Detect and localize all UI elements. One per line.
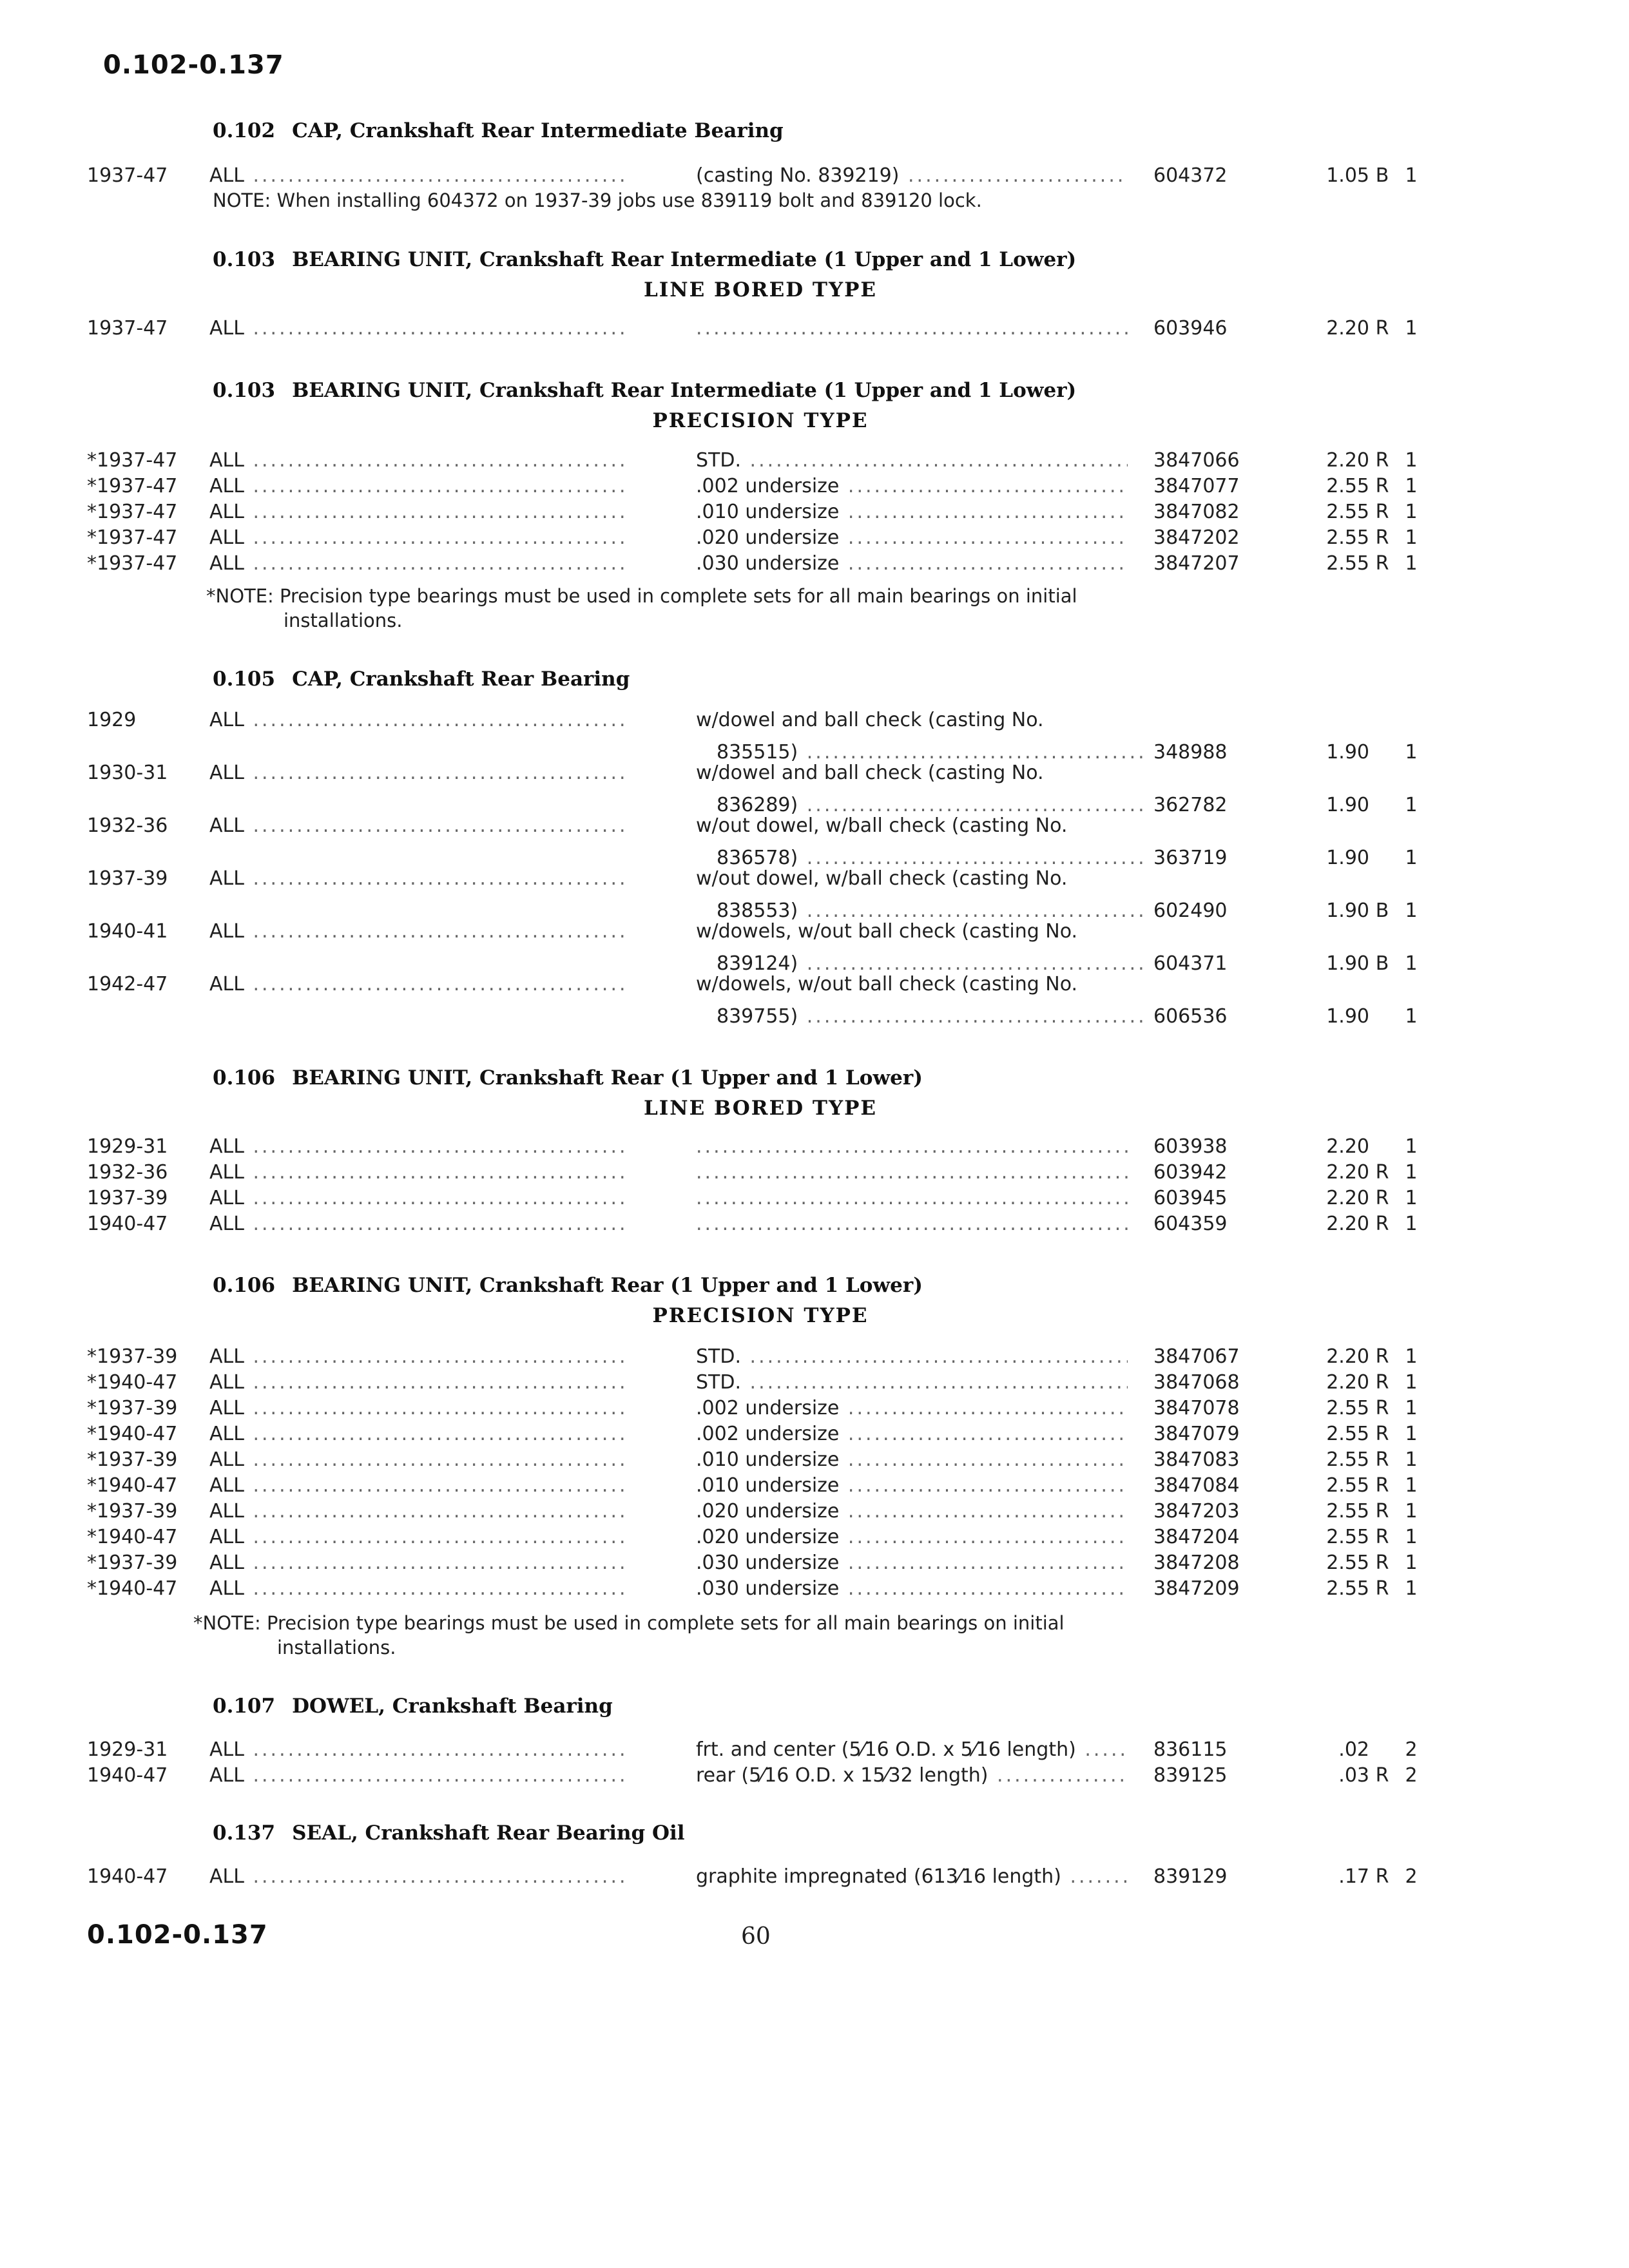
price: 2.55 — [1326, 1397, 1369, 1419]
price: 2.55 — [1326, 1474, 1369, 1497]
quantity: 1 — [1405, 526, 1418, 549]
section-title — [213, 1821, 685, 1845]
description: .002 undersize ..... — [696, 475, 1128, 497]
price: 2.20 — [1326, 1161, 1369, 1184]
table-row — [0, 501, 1629, 529]
price: 2.55 — [1326, 1577, 1369, 1600]
part-number: 3847209 — [1153, 1577, 1240, 1600]
model: ALL ..... — [209, 1448, 628, 1471]
table-row — [0, 920, 1629, 948]
section-name: DOWEL, Crankshaft Bearing — [292, 1695, 613, 1718]
description: (casting No. 839219) ..... — [696, 164, 1128, 187]
part-number: 362782 — [1153, 794, 1228, 816]
description — [696, 317, 1128, 340]
section-number: 0.106 — [213, 1274, 276, 1297]
table-row — [0, 1135, 1629, 1164]
year: *1937-39 — [87, 1448, 178, 1471]
section-number: 0.102 — [213, 119, 276, 142]
code: R — [1375, 1397, 1389, 1419]
price: 1.90 — [1326, 741, 1369, 764]
model: ALL ..... — [209, 552, 628, 575]
model: ALL ..... — [209, 1500, 628, 1523]
model: ALL ..... — [209, 1213, 628, 1235]
description — [696, 1161, 1128, 1184]
description: STD. ..... — [696, 1345, 1128, 1368]
table-row — [0, 867, 1629, 896]
description: w/dowels, w/out ball check (casting No. — [696, 973, 1078, 995]
price: 2.55 — [1326, 1423, 1369, 1445]
quantity: 1 — [1405, 847, 1418, 869]
section-number: 0.106 — [213, 1066, 276, 1090]
table-row — [0, 1577, 1629, 1606]
year: 1937-47 — [87, 164, 168, 187]
model: ALL ..... — [209, 973, 628, 995]
model: ALL ..... — [209, 1135, 628, 1158]
model: ALL ..... — [209, 475, 628, 497]
code: R — [1375, 1552, 1389, 1574]
model: ALL ..... — [209, 814, 628, 837]
price: 2.55 — [1326, 526, 1369, 549]
year: 1940-47 — [87, 1865, 168, 1888]
part-number: 3847068 — [1153, 1371, 1240, 1394]
price: 2.20 — [1326, 317, 1369, 340]
model: ALL ..... — [209, 1371, 628, 1394]
price: 2.55 — [1326, 1526, 1369, 1548]
quantity: 1 — [1405, 952, 1418, 975]
casting-number: 836289) ..... — [717, 794, 1148, 816]
table-row — [0, 1738, 1629, 1767]
price: .17 — [1338, 1865, 1369, 1888]
year: 1929 — [87, 709, 137, 731]
code: R — [1375, 1448, 1389, 1471]
price: 2.20 — [1326, 1135, 1369, 1158]
table-row — [0, 1371, 1629, 1399]
model: ALL ..... — [209, 1577, 628, 1600]
quantity: 1 — [1405, 1448, 1418, 1471]
price: 1.90 — [1326, 1005, 1369, 1028]
price: 1.90 — [1326, 794, 1369, 816]
year: *1940-47 — [87, 1577, 178, 1600]
part-number: 3847079 — [1153, 1423, 1240, 1445]
table-row — [0, 526, 1629, 555]
model: ALL ..... — [209, 1865, 628, 1888]
code: R — [1375, 1345, 1389, 1368]
description — [696, 1213, 1128, 1235]
page-number: 60 — [741, 1923, 771, 1950]
section-title — [213, 1274, 923, 1297]
section-name: CAP, Crankshaft Rear Intermediate Bearing — [292, 119, 784, 142]
part-number: 3847067 — [1153, 1345, 1240, 1368]
year: *1940-47 — [87, 1423, 178, 1445]
table-row — [0, 1500, 1629, 1528]
parts-catalog-page: 0.102-0.137 0.102 CAP, Crankshaft Rear Intermediate Bearing 1937-47 ALL ..... (casting No. 839219) ..... 604372 1.05 B 1 NOTE: When installing 604372 on 1937-39 jobs use 839119 bolt and 839120 lock. 0.103 BEARING UNIT, Crankshaft Rear Intermediate (1 Upper and 1 Lower) LINE BORED TYPE 1937-47 ALL ..... ..... 603946 2.20 R 1 0.103 BEARING UNIT, Crankshaft Rear Intermediate (1 Upper and 1 Lower) PRECISION TYPE *1937-47 ALL ..... STD. ..... 3847066 2.20 R 1 *1937-47 ALL ..... .002 undersize ..... 3847077 2.55 R 1 *1937-47 ALL ..... .010 undersize ..... 3847082 2.55 R 1 *1937-47 ALL ..... .020 undersize ..... 3847202 2.55 R 1 *1937-47 ALL ..... .030 undersize ..... 3847207 2.55 R 1 *NOTE: Precision type bearings must be used in complete sets for all main bearings on initial installations. 0.105 CAP, Crankshaft Rear Bearing 1929 ALL ..... w/dowel and ball check (casting No. 835515) ..... 348988 1.90 1 1930-31 ALL ..... w/dowel and ball check (casting No. 836289) ..... 362782 1.90 1 1932-36 ALL ..... w/out dowel, w/ball check (casting No. 836578) ..... 363719 1.90 1 1937-39 ALL ..... w/out dowel, w/ball check (casting No. 838553) ..... 602490 1.90 B 1 1940-41 ALL ..... w/dowels, w/out ball check (casting No. 839124) ..... 604371 1.90 B 1 1942-47 ALL ..... w/dowels, w/out ball check (casting No. 839755) ..... 606536 1.90 1 0.106 BEARING UNIT, Crankshaft Rear (1 Upper and 1 Lower) LINE BORED TYPE 1929-31 ALL ..... ..... 603938 2.20 1 1932-36 ALL ..... ..... 603942 2.20 R 1 1937-39 ALL ..... ..... 603945 2.20 R 1 1940-47 ALL ..... ..... 604359 2.20 R 1 0.106 BEARING UNIT, Crankshaft Rear (1 Upper and 1 Lower) PRECISION TYPE *1937-39 ALL ..... STD. ..... 3847067 2.20 R 1 *1940-47 ALL ..... STD. ..... 3847068 2.20 R 1 *1937-39 ALL ..... .002 undersize ..... 3847078 2.55 R 1 *1940-47 ALL ..... .002 undersize ..... 3847079 2.55 R 1 *1937-39 ALL ..... .010 undersize ..... 3847083 2.55 R 1 *1940-47 ALL ..... .010 undersize ..... 3847084 2.55 R 1 *1937-39 ALL ..... .020 undersize ..... 3847203 2.55 R 1 *1940-47 ALL ..... .020 undersize ..... 3847204 2.55 R 1 *1937-39 ALL ..... .030 undersize ..... 3847208 2.55 R 1 *1940-47 ALL ..... .030 undersize ..... 3847209 2.55 R 1 *NOTE: Precision type bearings must be used in complete sets for all main bearings on initial installations. 0.107 DOWEL, Crankshaft Bearing 1929-31 ALL ..... frt. and center (5⁄16 O.D. x 5⁄16 length) ..... 836115 .02 2 1940-47 ALL ..... rear (5⁄16 O.D. x 15⁄32 length) ..... 839125 .03 R 2 0.137 SEAL, Crankshaft Rear Bearing Oil 1940-47 ALL ..... graphite impregnated (613⁄16 length) ..... 839129 .17 R 2 0.102-0.137 60 — [0, 0, 1629, 2268]
part-number: 603946 — [1153, 317, 1228, 340]
casting-number: 839124) ..... — [717, 952, 1148, 975]
code: R — [1375, 1526, 1389, 1548]
section-note-continued: installations. — [277, 1637, 396, 1658]
section-note: *NOTE: Precision type bearings must be used in complete sets for all main bearings on initial — [206, 585, 1077, 607]
year: *1937-47 — [87, 552, 178, 575]
part-number: 3847077 — [1153, 475, 1240, 497]
year: *1937-39 — [87, 1397, 178, 1419]
table-row — [0, 552, 1629, 581]
model: ALL ..... — [209, 1187, 628, 1209]
year: 1932-36 — [87, 814, 168, 837]
code: R — [1375, 1213, 1389, 1235]
model: ALL ..... — [209, 317, 628, 340]
section-name: BEARING UNIT, Crankshaft Rear (1 Upper and 1 Lower) — [292, 1274, 923, 1297]
section-title — [213, 119, 784, 142]
description: .020 undersize ..... — [696, 526, 1128, 549]
table-row — [0, 709, 1629, 737]
section-number: 0.105 — [213, 668, 276, 691]
part-number: 3847202 — [1153, 526, 1240, 549]
code: B — [1375, 164, 1389, 187]
year: *1937-47 — [87, 501, 178, 523]
year: 1929-31 — [87, 1738, 168, 1761]
part-number: 3847084 — [1153, 1474, 1240, 1497]
code: R — [1375, 1423, 1389, 1445]
model: ALL ..... — [209, 164, 628, 187]
quantity: 1 — [1405, 1161, 1418, 1184]
section-name: BEARING UNIT, Crankshaft Rear Intermediate (1 Upper and 1 Lower) — [292, 248, 1077, 271]
quantity: 1 — [1405, 1135, 1418, 1158]
description: .030 undersize ..... — [696, 1552, 1128, 1574]
description — [696, 1187, 1128, 1209]
year: 1930-31 — [87, 762, 168, 784]
part-number: 603938 — [1153, 1135, 1228, 1158]
description: .010 undersize ..... — [696, 1474, 1128, 1497]
section-title — [213, 668, 630, 691]
table-row — [0, 317, 1629, 345]
section-number: 0.137 — [213, 1821, 276, 1845]
table-row — [0, 475, 1629, 503]
year: 1929-31 — [87, 1135, 168, 1158]
part-number: 3847207 — [1153, 552, 1240, 575]
quantity: 2 — [1405, 1764, 1418, 1787]
part-number: 606536 — [1153, 1005, 1228, 1028]
footer-range: 0.102-0.137 — [87, 1920, 268, 1950]
part-number: 604371 — [1153, 952, 1228, 975]
part-number: 348988 — [1153, 741, 1228, 764]
quantity: 1 — [1405, 794, 1418, 816]
section-title — [213, 248, 1076, 271]
price: 2.55 — [1326, 552, 1369, 575]
quantity: 1 — [1405, 899, 1418, 922]
price: 2.20 — [1326, 1345, 1369, 1368]
section-title — [213, 379, 1076, 402]
year: 1937-39 — [87, 867, 168, 890]
price: 2.20 — [1326, 1187, 1369, 1209]
year: *1940-47 — [87, 1526, 178, 1548]
price: 2.20 — [1326, 1371, 1369, 1394]
description: .020 undersize ..... — [696, 1526, 1128, 1548]
description: w/out dowel, w/ball check (casting No. — [696, 814, 1068, 837]
section-note: *NOTE: Precision type bearings must be used in complete sets for all main bearings on initial — [193, 1612, 1065, 1634]
table-row — [0, 1161, 1629, 1189]
quantity: 1 — [1405, 1577, 1418, 1600]
quantity: 1 — [1405, 741, 1418, 764]
year: 1937-47 — [87, 317, 168, 340]
year: 1937-39 — [87, 1187, 168, 1209]
price: 2.20 — [1326, 1213, 1369, 1235]
model: ALL ..... — [209, 1738, 628, 1761]
part-number: 602490 — [1153, 899, 1228, 922]
code: R — [1375, 1577, 1389, 1600]
price: .03 — [1338, 1764, 1369, 1787]
year: *1937-39 — [87, 1345, 178, 1368]
table-row — [0, 1213, 1629, 1241]
table-row — [0, 1764, 1629, 1792]
part-number: 3847082 — [1153, 501, 1240, 523]
quantity: 1 — [1405, 1500, 1418, 1523]
casting-number: 836578) ..... — [717, 847, 1148, 869]
quantity: 1 — [1405, 1187, 1418, 1209]
part-number: 604359 — [1153, 1213, 1228, 1235]
table-row — [0, 1865, 1629, 1894]
table-row — [0, 449, 1629, 477]
code: R — [1375, 526, 1389, 549]
model: ALL ..... — [209, 1526, 628, 1548]
table-row-continued — [0, 1005, 1629, 1033]
code: B — [1375, 952, 1389, 975]
part-number: 603942 — [1153, 1161, 1228, 1184]
table-row — [0, 1474, 1629, 1503]
year: *1937-39 — [87, 1552, 178, 1574]
section-number: 0.107 — [213, 1695, 276, 1718]
description: .010 undersize ..... — [696, 501, 1128, 523]
table-row — [0, 1448, 1629, 1477]
code: R — [1375, 1161, 1389, 1184]
section-name: BEARING UNIT, Crankshaft Rear Intermediate (1 Upper and 1 Lower) — [292, 379, 1077, 402]
part-number: 836115 — [1153, 1738, 1228, 1761]
part-number: 363719 — [1153, 847, 1228, 869]
model: ALL ..... — [209, 920, 628, 943]
code: R — [1375, 1500, 1389, 1523]
description: w/dowel and ball check (casting No. — [696, 762, 1044, 784]
code: R — [1375, 317, 1389, 340]
model: ALL ..... — [209, 526, 628, 549]
description: STD. ..... — [696, 449, 1128, 472]
model: ALL ..... — [209, 1345, 628, 1368]
price: 1.90 — [1326, 952, 1369, 975]
model: ALL ..... — [209, 1397, 628, 1419]
code: R — [1375, 501, 1389, 523]
part-number: 603945 — [1153, 1187, 1228, 1209]
section-number: 0.103 — [213, 248, 276, 271]
casting-number: 839755) ..... — [717, 1005, 1148, 1028]
quantity: 1 — [1405, 164, 1418, 187]
section-name: BEARING UNIT, Crankshaft Rear (1 Upper and 1 Lower) — [292, 1066, 923, 1090]
description — [696, 1135, 1128, 1158]
price: .02 — [1338, 1738, 1369, 1761]
quantity: 1 — [1405, 1345, 1418, 1368]
code: R — [1375, 475, 1389, 497]
quantity: 1 — [1405, 1526, 1418, 1548]
section-title — [213, 1066, 923, 1090]
code: R — [1375, 1371, 1389, 1394]
description: graphite impregnated (613⁄16 length) ..... — [696, 1865, 1128, 1888]
code: R — [1375, 552, 1389, 575]
price: 1.05 — [1326, 164, 1369, 187]
section-title — [213, 1695, 613, 1718]
price: 2.20 — [1326, 449, 1369, 472]
model: ALL ..... — [209, 449, 628, 472]
table-row — [0, 814, 1629, 843]
quantity: 1 — [1405, 1371, 1418, 1394]
table-row — [0, 1526, 1629, 1554]
section-note-continued: installations. — [284, 610, 403, 631]
quantity: 2 — [1405, 1738, 1418, 1761]
description: w/out dowel, w/ball check (casting No. — [696, 867, 1068, 890]
part-number: 3847078 — [1153, 1397, 1240, 1419]
description: rear (5⁄16 O.D. x 15⁄32 length) ..... — [696, 1764, 1128, 1787]
part-number: 604372 — [1153, 164, 1228, 187]
quantity: 1 — [1405, 475, 1418, 497]
code: R — [1375, 1865, 1389, 1888]
description: frt. and center (5⁄16 O.D. x 5⁄16 length) ..... — [696, 1738, 1128, 1761]
model: ALL ..... — [209, 1764, 628, 1787]
code: B — [1375, 899, 1389, 922]
part-number: 839125 — [1153, 1764, 1228, 1787]
model: ALL ..... — [209, 709, 628, 731]
quantity: 1 — [1405, 1213, 1418, 1235]
year: 1940-47 — [87, 1764, 168, 1787]
description: .010 undersize ..... — [696, 1448, 1128, 1471]
quantity: 1 — [1405, 501, 1418, 523]
model: ALL ..... — [209, 867, 628, 890]
part-number: 3847204 — [1153, 1526, 1240, 1548]
part-number: 3847203 — [1153, 1500, 1240, 1523]
price: 2.55 — [1326, 1500, 1369, 1523]
description: .002 undersize ..... — [696, 1397, 1128, 1419]
quantity: 2 — [1405, 1865, 1418, 1888]
quantity: 1 — [1405, 317, 1418, 340]
year: *1937-47 — [87, 449, 178, 472]
code: R — [1375, 1764, 1389, 1787]
part-number: 3847066 — [1153, 449, 1240, 472]
model: ALL ..... — [209, 1161, 628, 1184]
code: R — [1375, 1187, 1389, 1209]
part-number: 3847083 — [1153, 1448, 1240, 1471]
quantity: 1 — [1405, 1552, 1418, 1574]
quantity: 1 — [1405, 1474, 1418, 1497]
table-row — [0, 1552, 1629, 1580]
description: .030 undersize ..... — [696, 1577, 1128, 1600]
model: ALL ..... — [209, 762, 628, 784]
model: ALL ..... — [209, 1552, 628, 1574]
description: w/dowels, w/out ball check (casting No. — [696, 920, 1078, 943]
table-row — [0, 973, 1629, 1001]
description: STD. ..... — [696, 1371, 1128, 1394]
quantity: 1 — [1405, 1397, 1418, 1419]
header-range: 0.102-0.137 — [103, 50, 284, 80]
part-number: 3847208 — [1153, 1552, 1240, 1574]
table-row — [0, 1397, 1629, 1425]
year: *1937-47 — [87, 475, 178, 497]
year: *1940-47 — [87, 1474, 178, 1497]
description: .002 undersize ..... — [696, 1423, 1128, 1445]
quantity: 1 — [1405, 1423, 1418, 1445]
model: ALL ..... — [209, 1423, 628, 1445]
table-row — [0, 1423, 1629, 1451]
year: 1932-36 — [87, 1161, 168, 1184]
section-name: CAP, Crankshaft Rear Bearing — [292, 668, 630, 691]
section-note: NOTE: When installing 604372 on 1937-39 jobs use 839119 bolt and 839120 lock. — [213, 189, 982, 211]
table-row — [0, 1187, 1629, 1215]
section-name: SEAL, Crankshaft Rear Bearing Oil — [292, 1821, 685, 1845]
description: .030 undersize ..... — [696, 552, 1128, 575]
price: 2.55 — [1326, 1552, 1369, 1574]
price: 2.55 — [1326, 501, 1369, 523]
year: 1940-41 — [87, 920, 168, 943]
price: 2.55 — [1326, 475, 1369, 497]
quantity: 1 — [1405, 1005, 1418, 1028]
casting-number: 835515) ..... — [717, 741, 1148, 764]
table-row — [0, 762, 1629, 790]
quantity: 1 — [1405, 552, 1418, 575]
price: 1.90 — [1326, 847, 1369, 869]
year: *1940-47 — [87, 1371, 178, 1394]
year: 1940-47 — [87, 1213, 168, 1235]
table-row — [0, 1345, 1629, 1374]
description: .020 undersize ..... — [696, 1500, 1128, 1523]
description: w/dowel and ball check (casting No. — [696, 709, 1044, 731]
casting-number: 838553) ..... — [717, 899, 1148, 922]
quantity: 1 — [1405, 449, 1418, 472]
model: ALL ..... — [209, 501, 628, 523]
code: R — [1375, 1474, 1389, 1497]
year: *1937-39 — [87, 1500, 178, 1523]
year: 1942-47 — [87, 973, 168, 995]
price: 2.55 — [1326, 1448, 1369, 1471]
code: R — [1375, 449, 1389, 472]
model: ALL ..... — [209, 1474, 628, 1497]
section-number: 0.103 — [213, 379, 276, 402]
part-number: 839129 — [1153, 1865, 1228, 1888]
price: 1.90 — [1326, 899, 1369, 922]
year: *1937-47 — [87, 526, 178, 549]
